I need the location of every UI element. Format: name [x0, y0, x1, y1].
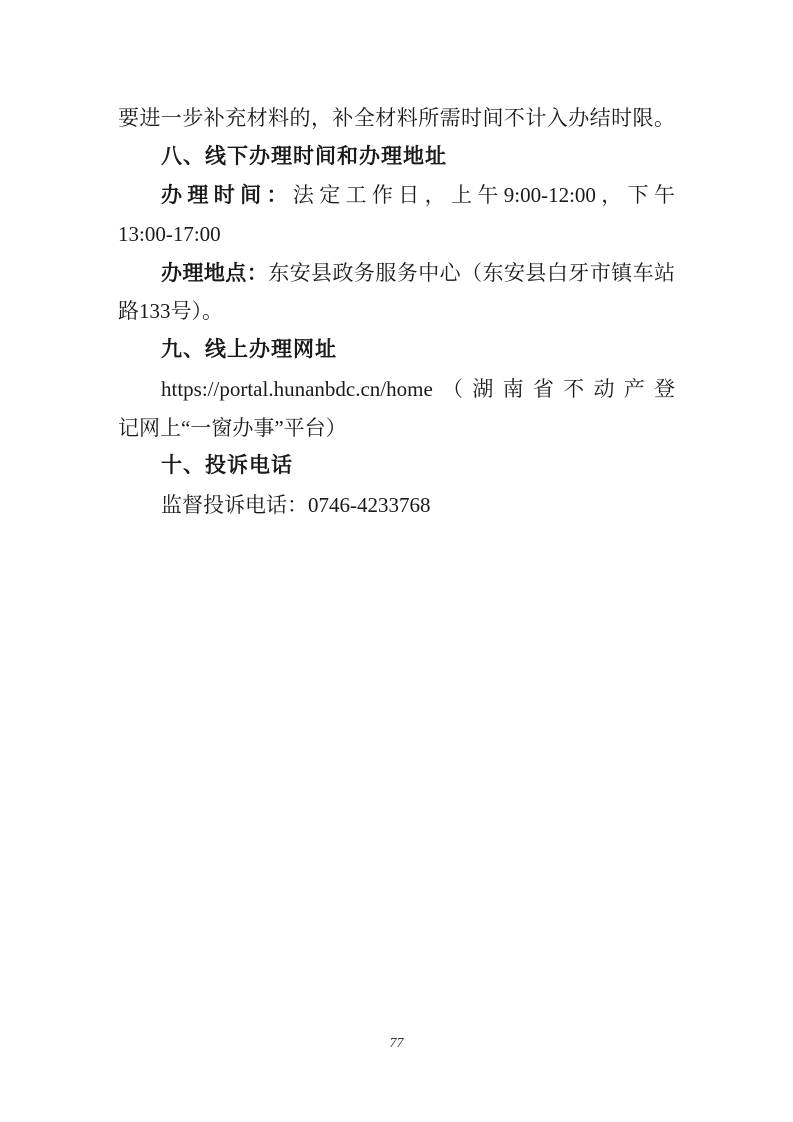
office-location-text: 东安县政务服务中心（东安县白牙市镇车站	[268, 260, 676, 285]
online-service-url: https://portal.hunanbdc.cn/home（湖南省不动产登	[161, 376, 675, 401]
online-service-url-continuation: 记网上“一窗办事”平台）	[118, 415, 347, 440]
complaint-phone-text: 监督投诉电话：0746-4233768	[161, 492, 431, 517]
office-hours-label: 办理时间：	[161, 183, 293, 208]
paragraph-office-hours	[118, 176, 675, 215]
paragraph-office-location	[118, 254, 675, 293]
paragraph-supplement-time: 要进一步补充材料的，补全材料所需时间不计入办结时限。	[118, 106, 675, 130]
office-location-continuation: 路133号）。	[118, 299, 223, 324]
page-number: 77	[389, 1036, 404, 1051]
office-location-label: 办理地点：	[161, 260, 269, 285]
heading-online-service: 九、线上办理网址	[161, 338, 337, 362]
office-hours-continuation: 13:00-17:00	[118, 222, 221, 247]
heading-complaint-phone: 十、投诉电话	[161, 454, 293, 478]
document-body	[118, 99, 675, 525]
office-hours-text: 法定工作日，上午9:00-12:00，下午	[292, 183, 675, 208]
heading-offline-service: 八、线下办理时间和办理地址	[161, 144, 447, 168]
